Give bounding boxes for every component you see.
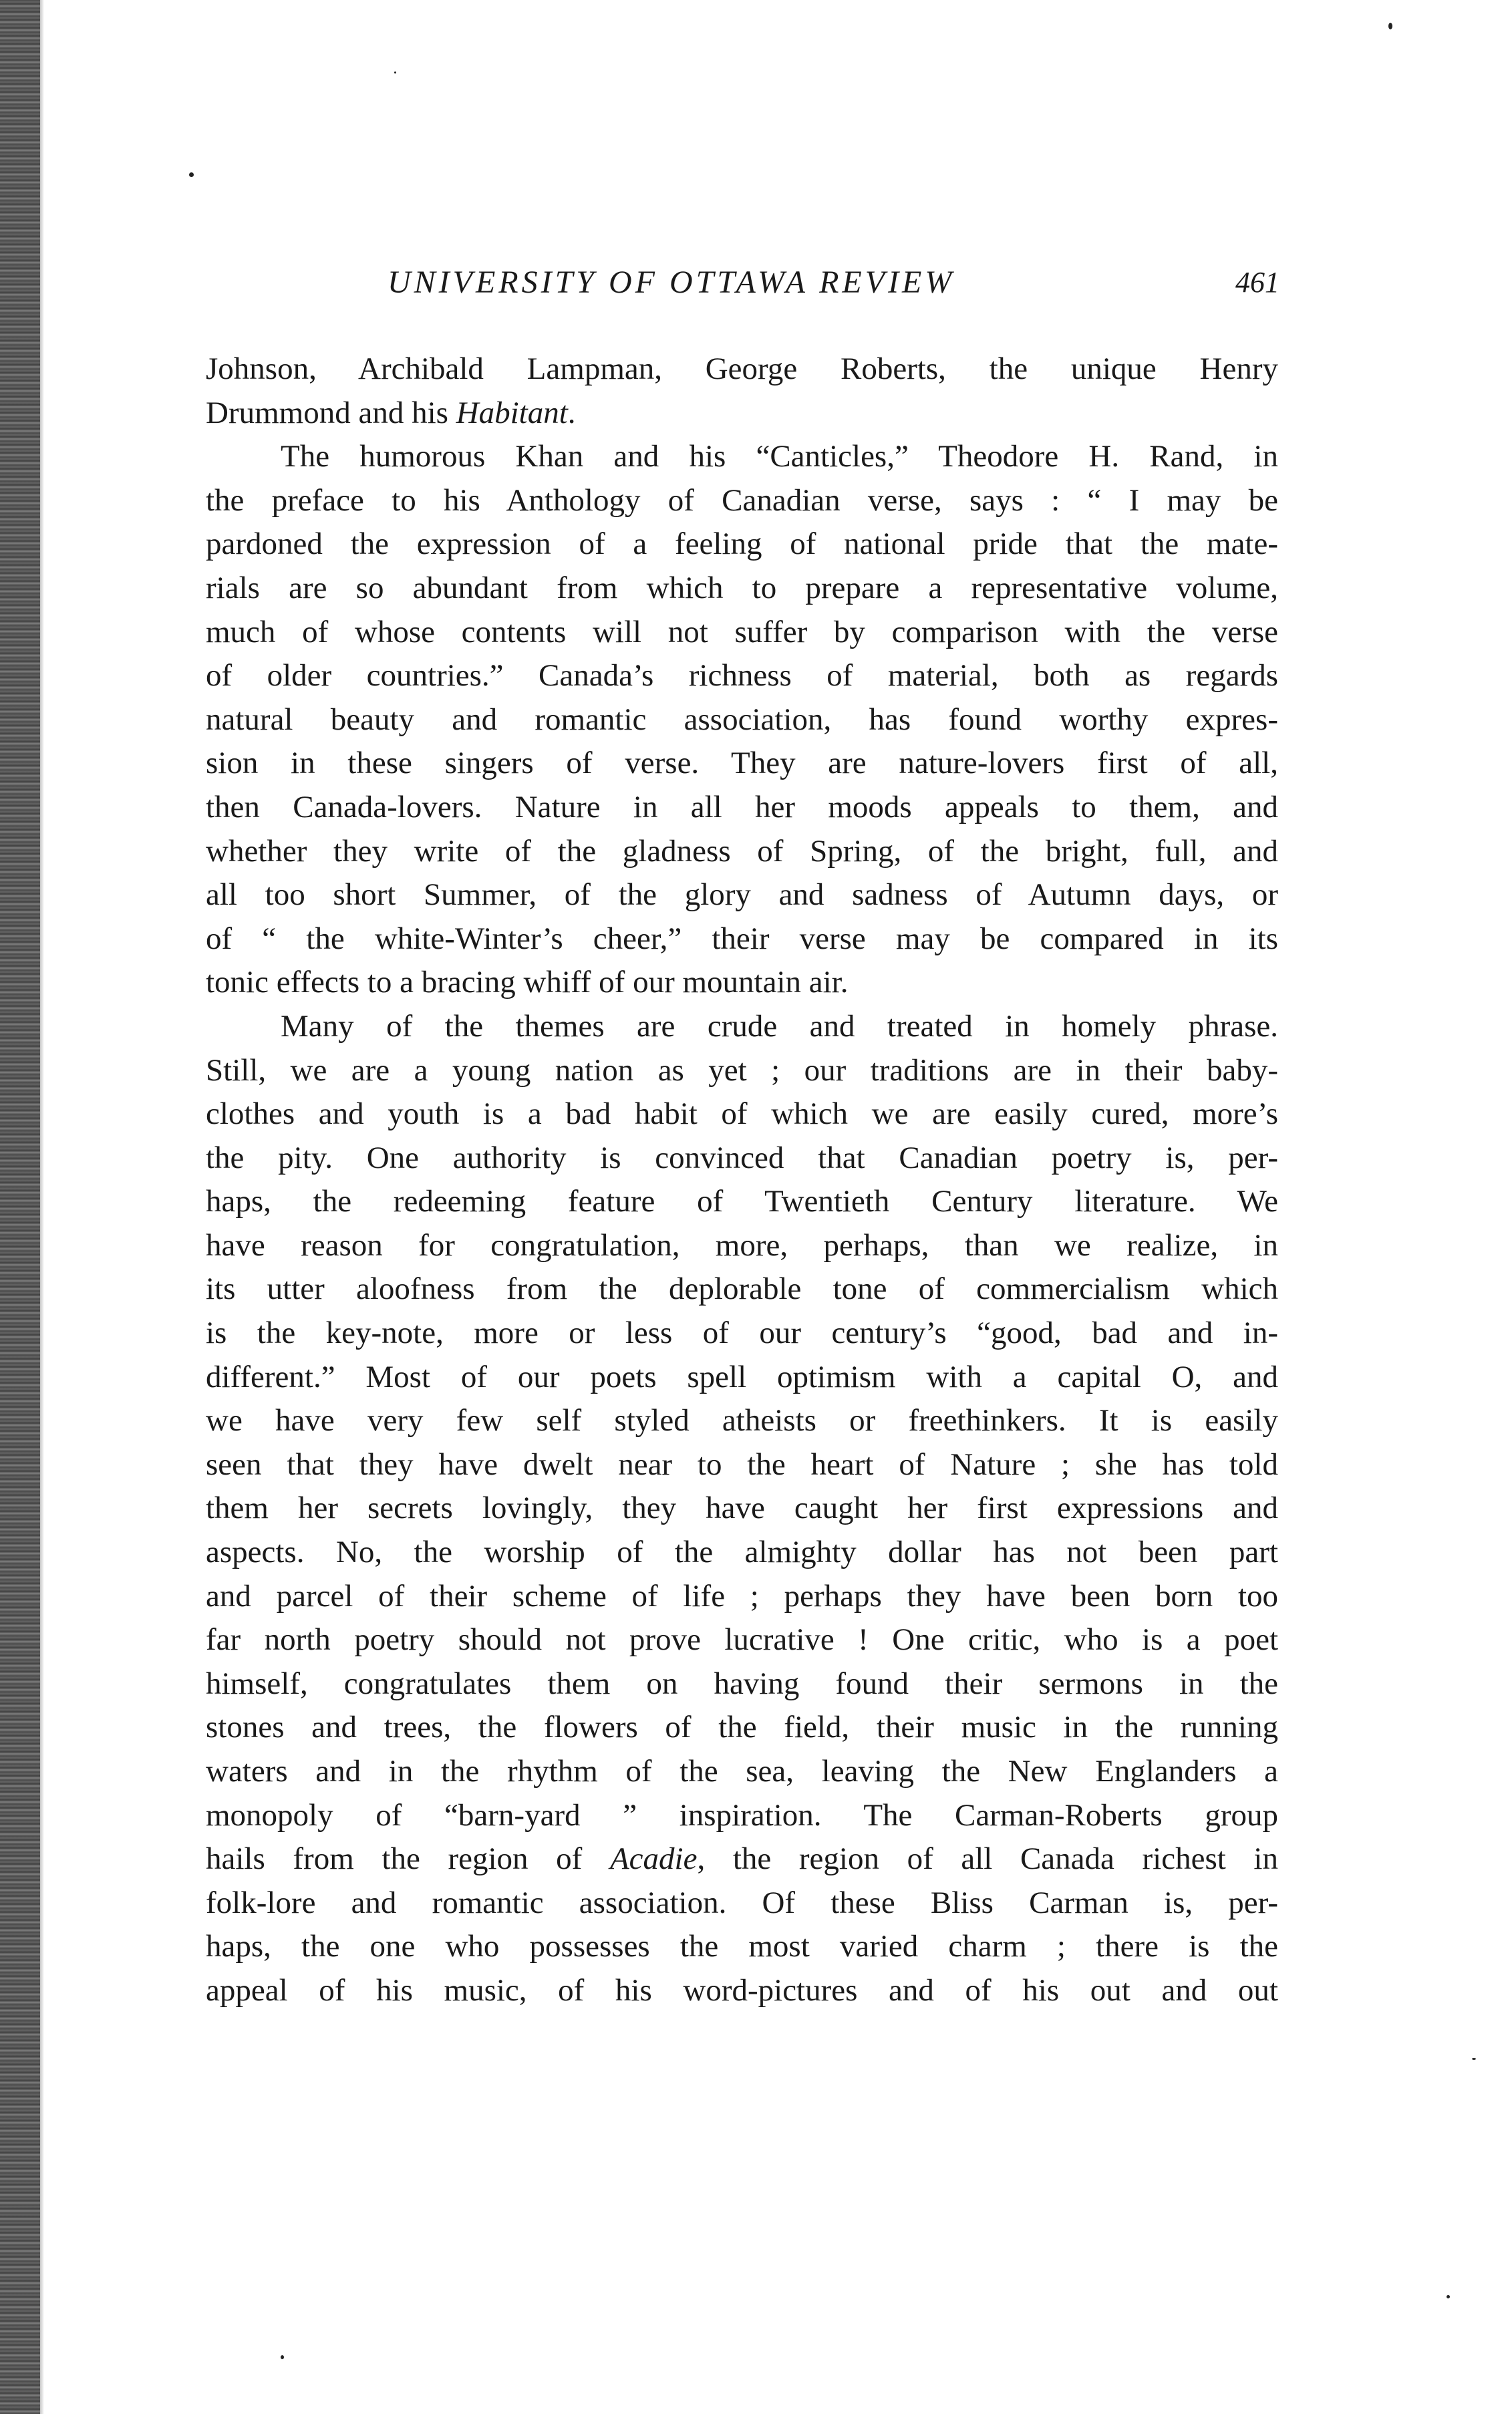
text-line: then Canada-lovers. Nature in all her moods appeals to them, and: [206, 789, 1278, 824]
text-line: the preface to his Anthology of Canadian verse, says : “ I may be: [206, 482, 1278, 518]
text-line: different.” Most of our poets spell optimism with a capital O, and: [206, 1359, 1278, 1394]
text-line-segment: Drummond and his: [206, 395, 456, 430]
scan-speck: [281, 2355, 284, 2359]
italic-place-name: Acadie: [609, 1841, 698, 1877]
text-line: folk-lore and romantic association. Of these Bliss Carman is, per-: [206, 1885, 1278, 1920]
text-line: monopoly of “barn-yard ” inspiration. The Carman-Roberts group: [206, 1797, 1278, 1833]
scan-speck: [1472, 2058, 1476, 2060]
scan-speck: [189, 172, 194, 177]
text-line: them her secrets lovingly, they have caught her first expressions and: [206, 1491, 1278, 1526]
scan-speck: [1447, 2295, 1450, 2298]
scan-speck: [394, 71, 396, 73]
italic-title: Habitant: [456, 395, 568, 430]
text-line-segment: .: [567, 395, 576, 430]
running-title: UNIVERSITY OF OTTAWA REVIEW: [388, 265, 955, 300]
text-line: haps, the redeeming feature of Twentieth Century literature. We: [206, 1184, 1278, 1219]
scanned-binding-edge: [0, 0, 40, 2414]
text-line: have reason for congratulation, more, perhaps, than we realize, in: [206, 1227, 1278, 1263]
article-body: [206, 347, 1278, 2013]
text-line: aspects. No, the worship of the almighty dollar has not been part: [206, 1535, 1278, 1570]
text-line: of “ the white-Winter’s cheer,” their verse may be compared in its: [206, 921, 1278, 956]
text-line: himself, congratulates them on having found their sermons in the: [206, 1666, 1278, 1701]
page-number: 461: [1235, 266, 1279, 299]
paragraph-first-line: Many of the themes are crude and treated in homely phrase.: [281, 1008, 1278, 1044]
text-line: seen that they have dwelt near to the heart of Nature ; she has told: [206, 1447, 1278, 1482]
scan-speck: [1388, 23, 1392, 29]
text-line: natural beauty and romantic association, has found worthy expres-: [206, 702, 1278, 737]
text-line: Johnson, Archibald Lampman, George Roberts, the unique Henry: [206, 351, 1278, 386]
text-line: the pity. One authority is convinced that Canadian poetry is, per-: [206, 1140, 1278, 1175]
running-head: [388, 264, 1279, 311]
text-line: sion in these singers of verse. They are nature-lovers first of all,: [206, 746, 1278, 781]
text-line: pardoned the expression of a feeling of national pride that the mate-: [206, 526, 1278, 562]
text-line: its utter aloofness from the deplorable tone of commercialism which: [206, 1271, 1278, 1307]
text-line: haps, the one who possesses the most varied charm ; there is the: [206, 1929, 1278, 1964]
text-line: and parcel of their scheme of life ; perhaps they have been born too: [206, 1578, 1278, 1614]
text-line: whether they write of the gladness of Spring, of the bright, full, and: [206, 833, 1278, 869]
text-line-segment: hails from the region of: [206, 1841, 610, 1877]
text-line: rials are so abundant from which to prepare a representative volume,: [206, 570, 1278, 605]
text-line-segment: , the region of all Canada richest in: [697, 1841, 1278, 1877]
text-line: is the key-note, more or less of our century’s “good, bad and in-: [206, 1316, 1278, 1351]
text-line: clothes and youth is a bad habit of which we are easily cured, more’s: [206, 1096, 1278, 1132]
text-line: Still, we are a young nation as yet ; our traditions are in their baby-: [206, 1052, 1278, 1088]
text-line: waters and in the rhythm of the sea, leaving the New Englanders a: [206, 1754, 1278, 1789]
text-line: [206, 1837, 1278, 1881]
text-line: appeal of his music, of his word-pictures and of his out and out: [206, 1972, 1278, 2008]
text-line: far north poetry should not prove lucrative ! One critic, who is a poet: [206, 1622, 1278, 1658]
text-line: of older countries.” Canada’s richness of material, both as regards: [206, 658, 1278, 694]
paragraph-first-line: The humorous Khan and his “Canticles,” Theodore H. Rand, in: [281, 439, 1278, 474]
text-line: much of whose contents will not suffer by comparison with the verse: [206, 614, 1278, 649]
text-line: we have very few self styled atheists or freethinkers. It is easily: [206, 1403, 1278, 1439]
text-line: all too short Summer, of the glory and sadness of Autumn days, or: [206, 877, 1278, 913]
text-line: stones and trees, the flowers of the field, their music in the running: [206, 1710, 1278, 1745]
text-line: tonic effects to a bracing whiff of our mountain air.: [206, 965, 849, 1000]
text-line: [206, 392, 1278, 436]
